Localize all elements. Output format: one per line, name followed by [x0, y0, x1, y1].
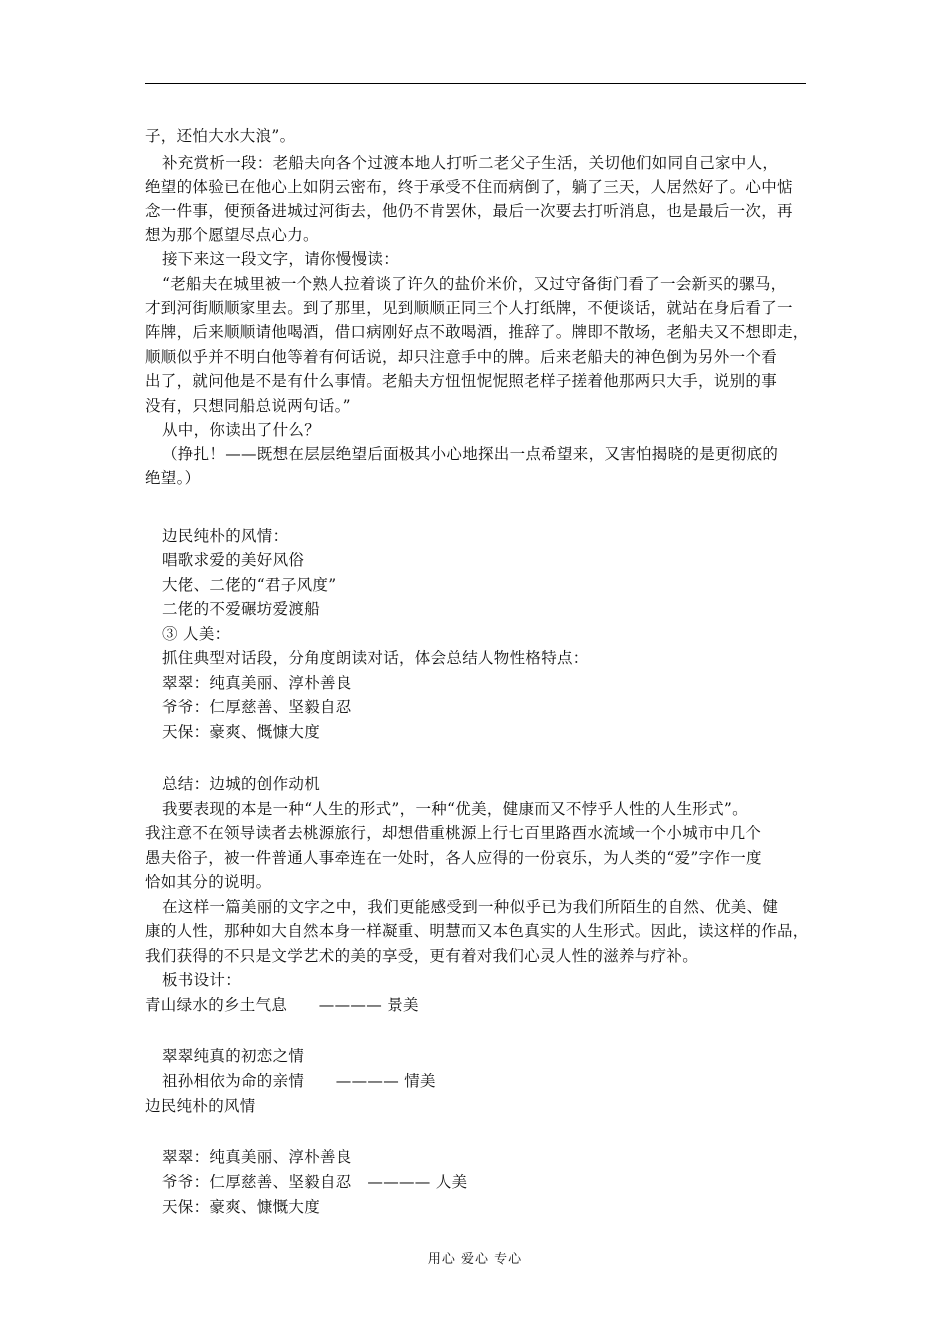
quote-line: 才到河街顺顺家里去。到了那里，见到顺顺正同三个人打纸牌，不便谈话，就站在身后看了一 — [145, 299, 793, 317]
board-line: 祖孙相依为命的亲情 ———— 情美 — [162, 1072, 436, 1090]
header-rule — [145, 83, 806, 84]
list-item: 爷爷：仁厚慈善、坚毅自忍 — [162, 698, 352, 716]
text-line: 接下来这一段文字，请你慢慢读： — [162, 250, 400, 268]
quote-line: 阵牌，后来顺顺请他喝酒，借口病刚好点不敢喝酒，推辞了。牌即不散场，老船夫又不想即走， — [145, 323, 809, 341]
board-line: 边民纯朴的风情 — [145, 1097, 256, 1115]
text-line: 从中，你读出了什么？ — [162, 421, 321, 439]
page-footer: 用心 爱心 专心 — [427, 1252, 523, 1267]
text-line: 在这样一篇美丽的文字之中，我们更能感受到一种似乎已为我们所陌生的自然、优美、健 — [162, 898, 779, 916]
quote-line: 没有，只想同船总说两句话。” — [145, 397, 351, 415]
text-line: 子，还怕大水大浪”。 — [145, 127, 296, 145]
text-line: 康的人性，那种如大自然本身一样凝重、明慧而又本色真实的人生形式。因此，读这样的作品， — [145, 922, 809, 940]
quote-line: 出了，就问他是不是有什么事情。老船夫方忸忸怩怩照老样子搓着他那两只大手，说别的事 — [145, 372, 778, 390]
text-line: 我注意不在领导读者去桃源旅行，却想借重桃源上行七百里路酉水流域一个小城市中几个 — [145, 824, 762, 842]
text-line: 念一件事，便预备进城过河街去，他仍不肯罢休，最后一次要去打听消息，也是最后一次，再 — [145, 202, 793, 220]
board-line: 青山绿水的乡土气息 ———— 景美 — [145, 996, 419, 1014]
section-heading: 总结：边城的创作动机 — [162, 775, 321, 793]
section-heading: ③ 人美： — [162, 625, 231, 643]
text-line: 我要表现的本是一种“人生的形式”，一种“优美，健康而又不悖乎人性的人生形式”。 — [162, 800, 748, 818]
board-line: 天保：豪爽、慷慨大度 — [162, 1198, 321, 1216]
text-line: 绝望的体验已在他心上如阴云密布，终于承受不住而病倒了，躺了三天，人居然好了。心中惦 — [145, 178, 793, 196]
list-item: 二佬的不爱碾坊爱渡船 — [162, 600, 321, 618]
text-line: 抓住典型对话段，分角度朗读对话，体会总结人物性格特点： — [162, 649, 589, 667]
text-line: 绝望。） — [145, 469, 201, 487]
list-item: 翠翠：纯真美丽、淳朴善良 — [162, 674, 352, 692]
text-line: 补充赏析一段：老船夫向各个过渡本地人打听二老父子生活，关切他们如同自己家中人， — [162, 154, 779, 172]
quote-line: 顺顺似乎并不明白他等着有何话说，却只注意手中的牌。后来老船夫的神色倒为另外一个看 — [145, 348, 778, 366]
board-line: 翠翠纯真的初恋之情 — [162, 1047, 305, 1065]
text-line: 愚夫俗子，被一件普通人事牵连在一处时，各人应得的一份哀乐，为人类的“爱”字作一度 — [145, 849, 762, 867]
section-heading: 板书设计： — [162, 971, 242, 989]
list-item: 大佬、二佬的“君子风度” — [162, 576, 337, 594]
board-line: 爷爷：仁厚慈善、坚毅自忍 ———— 人美 — [162, 1173, 468, 1191]
section-heading: 边民纯朴的风情： — [162, 527, 289, 545]
text-line: 想为那个愿望尽点心力。 — [145, 226, 319, 244]
text-line: （挣扎！——既想在层层绝望后面极其小心地探出一点希望来，又害怕揭晓的是更彻底的 — [162, 445, 779, 463]
list-item: 天保：豪爽、慨慷大度 — [162, 723, 321, 741]
list-item: 唱歌求爱的美好风俗 — [162, 551, 305, 569]
board-line: 翠翠：纯真美丽、淳朴善良 — [162, 1148, 352, 1166]
quote-line: “老船夫在城里被一个熟人拉着谈了许久的盐价米价，又过守备街门看了一会新买的骡马， — [162, 275, 787, 293]
text-line: 我们获得的不只是文学艺术的美的享受，更有着对我们心灵人性的滋养与疗补。 — [145, 947, 699, 965]
text-line: 恰如其分的说明。 — [145, 873, 272, 891]
